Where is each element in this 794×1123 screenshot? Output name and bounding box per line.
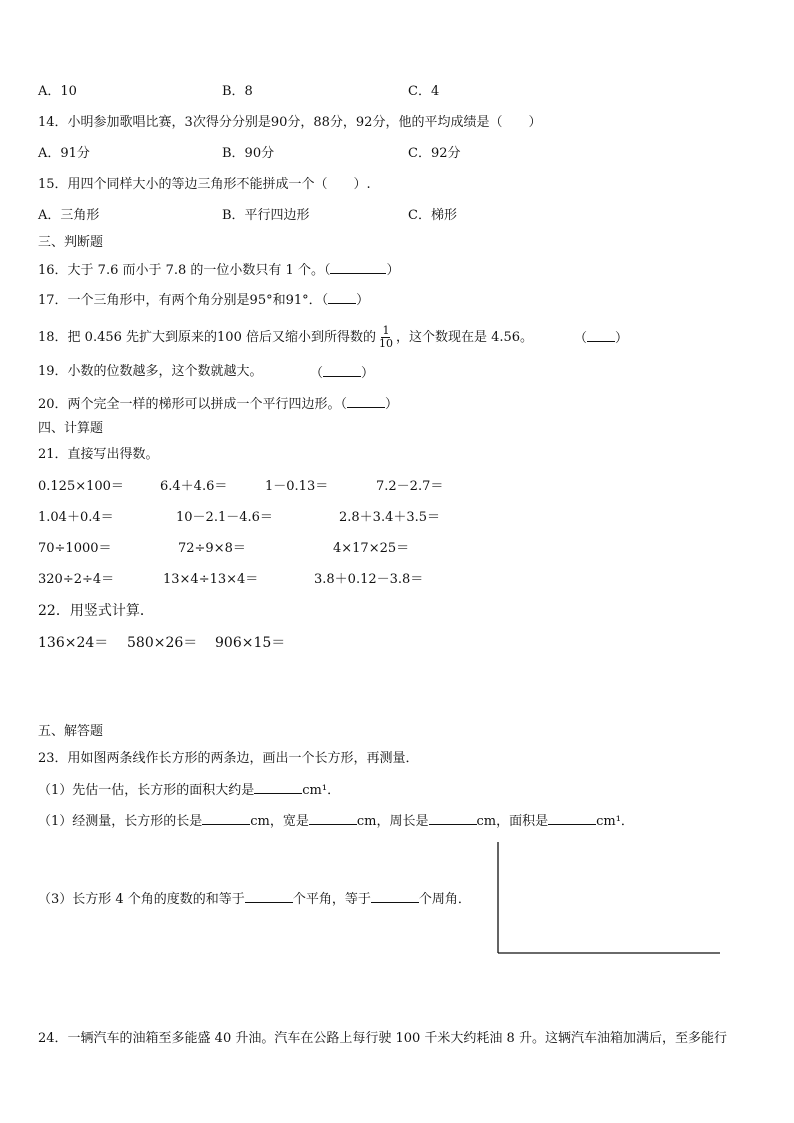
q15-option-a: A．三角形 (38, 208, 100, 223)
q21-r3-c3: 4×17×25＝ (333, 541, 410, 556)
q20-line (38, 395, 398, 413)
section-heading-calculation: 四、计算题 (38, 421, 104, 436)
q23-area-blank[interactable] (548, 812, 596, 825)
q18-fraction-denominator: 10 (378, 337, 393, 350)
q21-r4-c1: 320÷2÷4＝ (38, 572, 115, 587)
q20-answer-blank[interactable] (347, 395, 385, 408)
q18-fraction (378, 325, 394, 350)
q21-r2-c2: 10－2.1－4.6＝ (176, 510, 273, 525)
q18-paren-close: ） (615, 331, 629, 346)
q20-close: ） (385, 397, 399, 412)
q14-stem: 14．小明参加歌唱比赛，3次得分分别是90分，88分，92分，他的平均成绩是（ ） (38, 115, 542, 130)
q23-part1-text-a: （1）先估一估，长方形的面积大约是 (38, 783, 255, 798)
q13-option-b: B．8 (222, 84, 253, 99)
q17-close: ） (356, 293, 370, 308)
q23-length-blank[interactable] (202, 812, 250, 825)
q23-part2-text-e: cm¹． (596, 814, 634, 829)
q23-part2 (38, 812, 634, 830)
q17-answer-blank[interactable] (328, 291, 356, 304)
q19-paren (310, 364, 374, 382)
q23-stem: 23．用如图两条线作长方形的两条边，画出一个长方形，再测量． (38, 751, 419, 766)
q21-r3-c1: 70÷1000＝ (38, 541, 112, 556)
q23-part2-text-d: cm，面积是 (476, 814, 549, 829)
q16-text: 16．大于 7.6 而小于 7.8 的一位小数只有 1 个。（ (38, 263, 331, 278)
q23-full-angle-count-blank[interactable] (371, 890, 419, 903)
q13-option-a: A．10 (38, 84, 77, 99)
q17-line (38, 291, 369, 309)
q23-part1-area-estimate-blank[interactable] (254, 781, 302, 794)
q23-perimeter-blank[interactable] (429, 812, 477, 825)
q21-r1-c1: 0.125×100＝ (38, 479, 124, 494)
q19-paren-open: （ (310, 366, 324, 381)
q16-line (38, 261, 399, 279)
q21-r4-c2: 13×4÷13×4＝ (163, 572, 259, 587)
q23-part2-text-c: cm，周长是 (356, 814, 429, 829)
q15-stem: 15．用四个同样大小的等边三角形不能拼成一个（ ）. (38, 177, 371, 192)
q22-item-2: 580×26＝ (127, 635, 198, 651)
q21-r1-c4: 7.2－2.7＝ (376, 479, 444, 494)
q19-answer-blank[interactable] (323, 364, 361, 377)
q21-r2-c3: 2.8＋3.4＋3.5＝ (339, 510, 441, 525)
q20-text: 20．两个完全一样的梯形可以拼成一个平行四边形。（ (38, 397, 348, 412)
q22-item-1: 136×24＝ (38, 635, 109, 651)
q15-option-c: C．梯形 (408, 208, 457, 223)
q23-part3-text-a: （3）长方形 4 个角的度数的和等于 (38, 892, 245, 907)
q13-option-c: C．4 (408, 84, 440, 99)
q23-part3-text-c: 个周角． (418, 892, 471, 907)
q18-line (38, 325, 533, 350)
q18-text-a: 18．把 0.456 先扩大到原来的100 倍后又缩小到所得数的 (38, 330, 376, 345)
q21-r3-c2: 72÷9×8＝ (178, 541, 246, 556)
q19-text: 19．小数的位数越多，这个数就越大。 (38, 364, 263, 379)
q23-part1-text-b: cm¹． (302, 783, 341, 798)
q23-width-blank[interactable] (309, 812, 357, 825)
q19-paren-close: ） (361, 366, 375, 381)
q21-r1-c2: 6.4＋4.6＝ (160, 479, 228, 494)
q23-part3 (38, 890, 471, 908)
q23-straight-angle-count-blank[interactable] (245, 890, 293, 903)
q16-close: ） (386, 263, 400, 278)
q18-text-b: ，这个数现在是 4.56。 (395, 330, 534, 345)
q21-r1-c3: 1－0.13＝ (265, 479, 329, 494)
q24-text: 24．一辆汽车的油箱至多能盛 40 升油。汽车在公路上每行驶 100 千米大约耗油 8 升。这辆汽车油箱加满后，至多能行 (38, 1031, 727, 1046)
q18-fraction-numerator: 1 (382, 324, 390, 337)
right-angle-figure (490, 838, 730, 958)
section-heading-judgement: 三、判断题 (38, 235, 104, 250)
q21-r2-c1: 1.04＋0.4＝ (38, 510, 114, 525)
q18-paren-open: （ (574, 331, 588, 346)
q14-option-b: B．90分 (222, 146, 275, 161)
q21-r4-c3: 3.8＋0.12－3.8＝ (314, 572, 424, 587)
q22-item-3: 906×15＝ (215, 635, 286, 651)
q23-part2-text-a: （1）经测量，长方形的长是 (38, 814, 203, 829)
q23-part1 (38, 781, 340, 799)
section-heading-answer: 五、解答题 (38, 724, 104, 739)
q18-paren (574, 329, 628, 347)
q14-option-c: C．92分 (408, 146, 461, 161)
q23-part3-text-b: 个平角，等于 (292, 892, 371, 907)
q21-stem: 21．直接写出得数。 (38, 447, 159, 462)
q23-part2-text-b: cm，宽是 (250, 814, 309, 829)
q17-text: 17．一个三角形中，有两个角分别是95°和91°．（ (38, 293, 329, 308)
q15-option-b: B．平行四边形 (222, 208, 310, 223)
q22-stem: 22．用竖式计算． (38, 603, 154, 619)
q14-option-a: A．91分 (38, 146, 90, 161)
q16-answer-blank[interactable] (330, 261, 386, 274)
q18-answer-blank[interactable] (587, 329, 615, 342)
